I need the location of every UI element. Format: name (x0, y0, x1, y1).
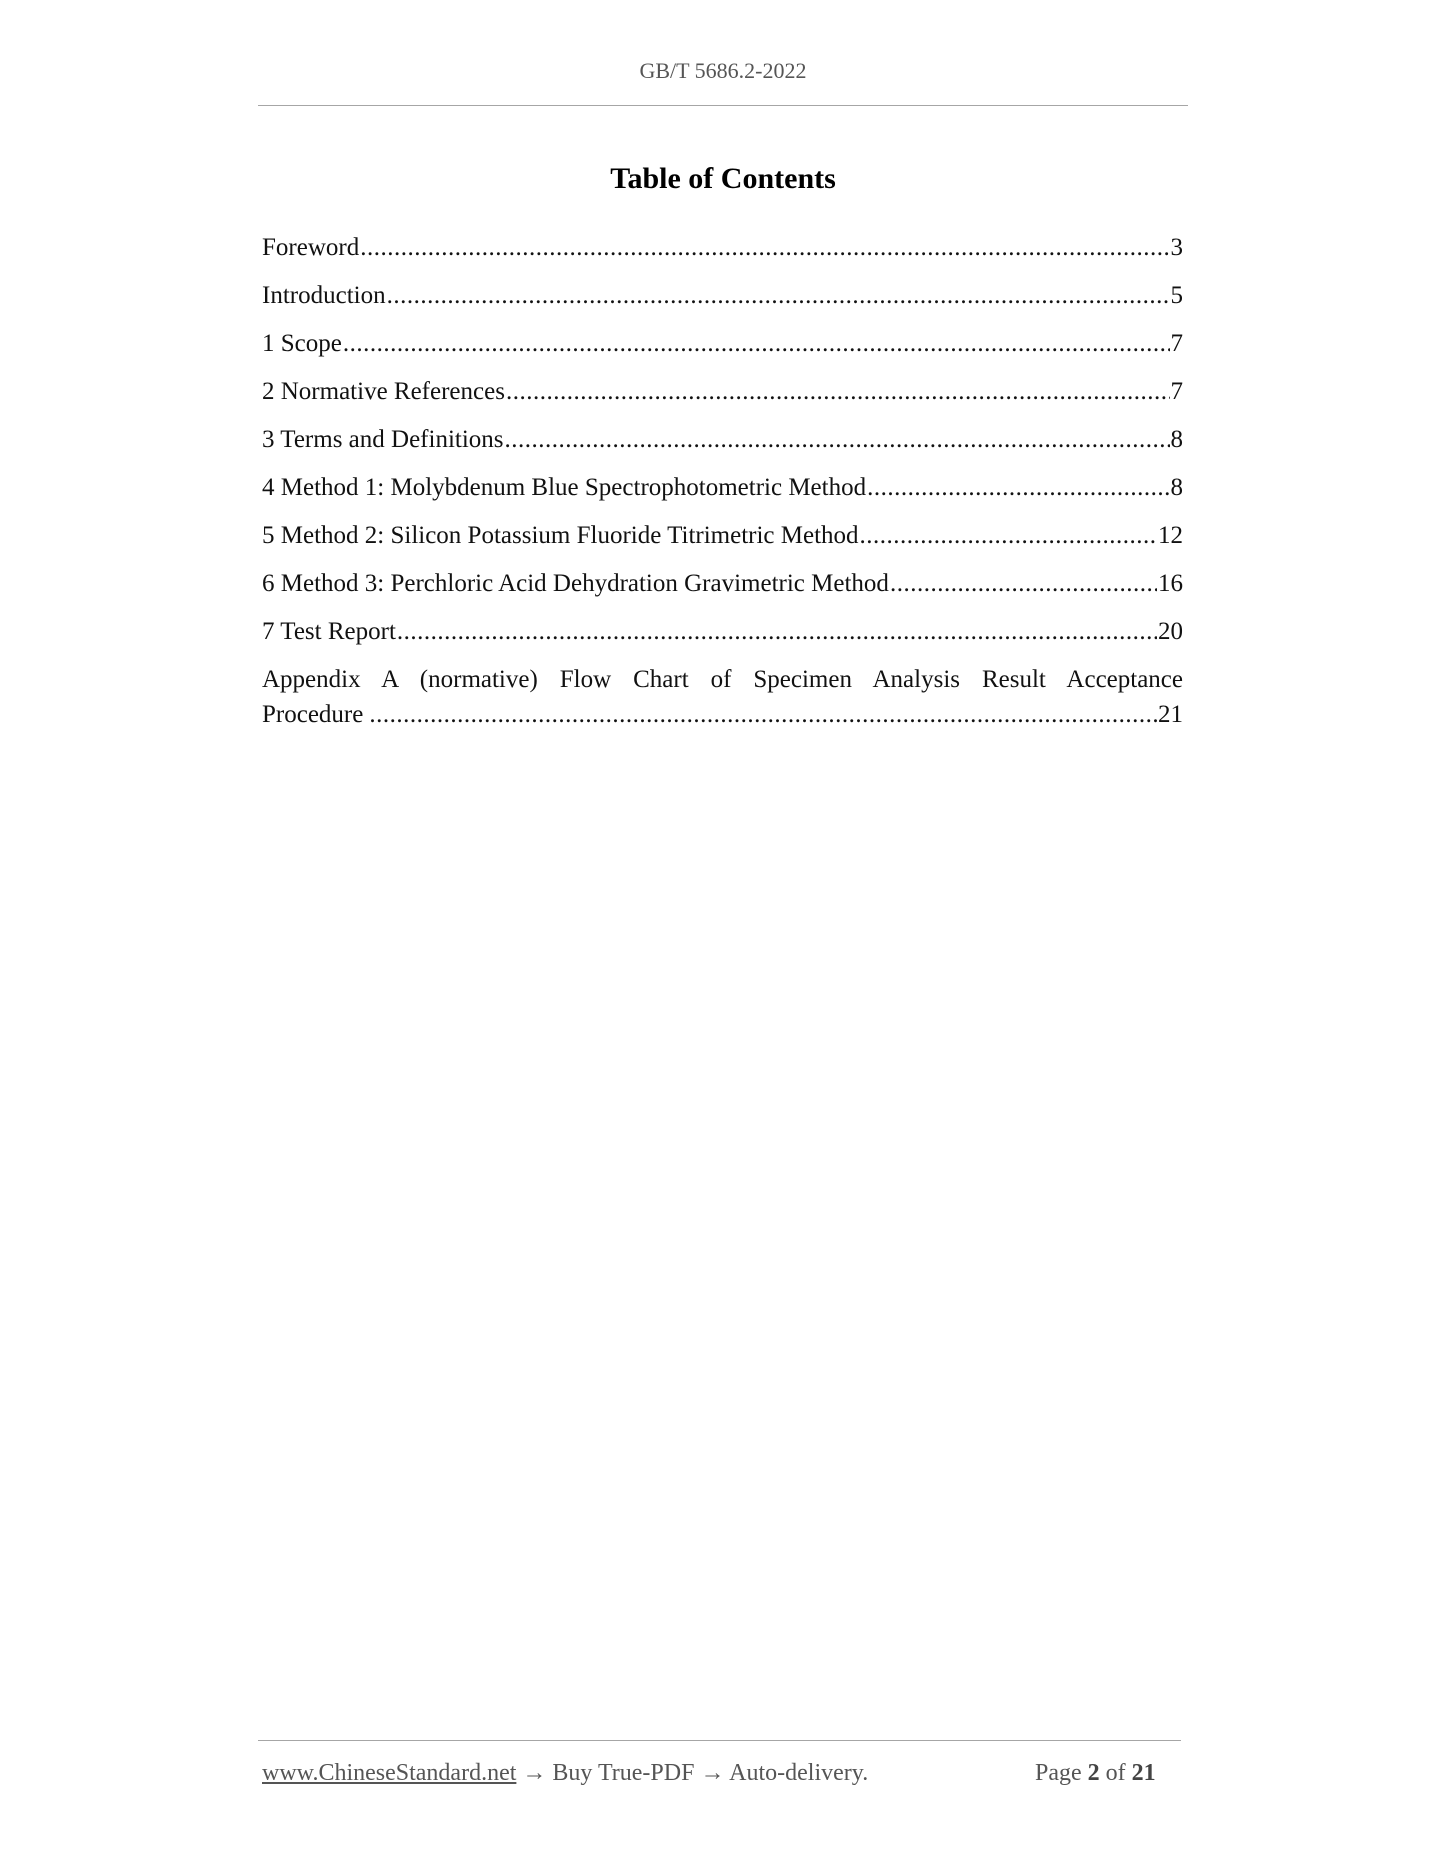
toc-list (262, 230, 1183, 732)
toc-entry-test-report[interactable] (262, 614, 1183, 662)
toc-entry-title: Introduction (262, 282, 386, 309)
toc-entry-scope[interactable] (262, 326, 1183, 374)
header-divider (258, 105, 1188, 106)
toc-dot-leader (360, 230, 1169, 265)
toc-entry-introduction[interactable] (262, 278, 1183, 326)
toc-entry-page: 8 (1170, 474, 1183, 501)
toc-entry-method-2[interactable] (262, 518, 1183, 566)
toc-dot-leader (505, 422, 1170, 457)
toc-dot-leader (890, 566, 1157, 601)
toc-entry-title: 5 Method 2: Silicon Potassium Fluoride Titrimetric Method (262, 522, 859, 549)
toc-entry-method-1[interactable] (262, 470, 1183, 518)
total-pages-number: 21 (1131, 1760, 1156, 1786)
toc-entry-page: 5 (1170, 282, 1183, 309)
toc-entry-title: 3 Terms and Definitions (262, 426, 504, 453)
footer-divider (258, 1740, 1181, 1741)
toc-entry-title: 7 Test Report (262, 618, 396, 645)
arrow-right-icon: → (522, 1760, 547, 1786)
current-page-number: 2 (1087, 1760, 1100, 1786)
toc-dot-leader (397, 614, 1157, 649)
toc-dot-leader (369, 697, 1157, 732)
toc-dot-leader (387, 278, 1170, 313)
of-label: of (1105, 1760, 1126, 1786)
toc-entry-page: 16 (1158, 570, 1183, 597)
toc-entry-terms-and-definitions[interactable] (262, 422, 1183, 470)
toc-entry-page: 7 (1170, 330, 1183, 357)
toc-entry-method-3[interactable] (262, 566, 1183, 614)
toc-dot-leader (860, 518, 1157, 553)
toc-dot-leader (343, 326, 1170, 361)
buy-true-pdf-text: Buy True-PDF (552, 1760, 695, 1786)
toc-dot-leader (867, 470, 1169, 505)
toc-entry-appendix-a[interactable] (262, 662, 1183, 732)
document-id: GB/T 5686.2-2022 (639, 58, 807, 83)
toc-entry-page: 7 (1170, 378, 1183, 405)
auto-delivery-text: Auto-delivery. (729, 1760, 869, 1786)
toc-heading: Table of Contents (610, 162, 836, 195)
toc-entry-page: 3 (1170, 234, 1183, 261)
toc-entry-title-line2: Procedure (262, 701, 364, 728)
toc-entry-title: 4 Method 1: Molybdenum Blue Spectrophotometric Method (262, 474, 867, 501)
toc-entry-title-line2-row (262, 697, 1183, 732)
toc-entry-title: Foreword (262, 234, 360, 261)
toc-entry-title-line1: Appendix A (normative) Flow Chart of Specimen Analysis Result Acceptance (262, 666, 1183, 693)
toc-entry-normative-references[interactable] (262, 374, 1183, 422)
website-link[interactable]: www.ChineseStandard.net (262, 1760, 517, 1786)
page-indicator (1035, 1760, 1156, 1787)
arrow-right-icon: → (700, 1760, 725, 1786)
toc-entry-page: 20 (1158, 618, 1183, 645)
toc-entry-title: 6 Method 3: Perchloric Acid Dehydration Gravimetric Method (262, 570, 889, 597)
footer-promo (262, 1760, 868, 1787)
toc-entry-title: 1 Scope (262, 330, 342, 357)
toc-entry-title: 2 Normative References (262, 378, 505, 405)
toc-dot-leader (506, 374, 1170, 409)
toc-entry-foreword[interactable] (262, 230, 1183, 278)
toc-entry-page: 21 (1158, 701, 1183, 728)
page-label: Page (1035, 1760, 1082, 1786)
toc-entry-page: 12 (1158, 522, 1183, 549)
toc-entry-page: 8 (1170, 426, 1183, 453)
